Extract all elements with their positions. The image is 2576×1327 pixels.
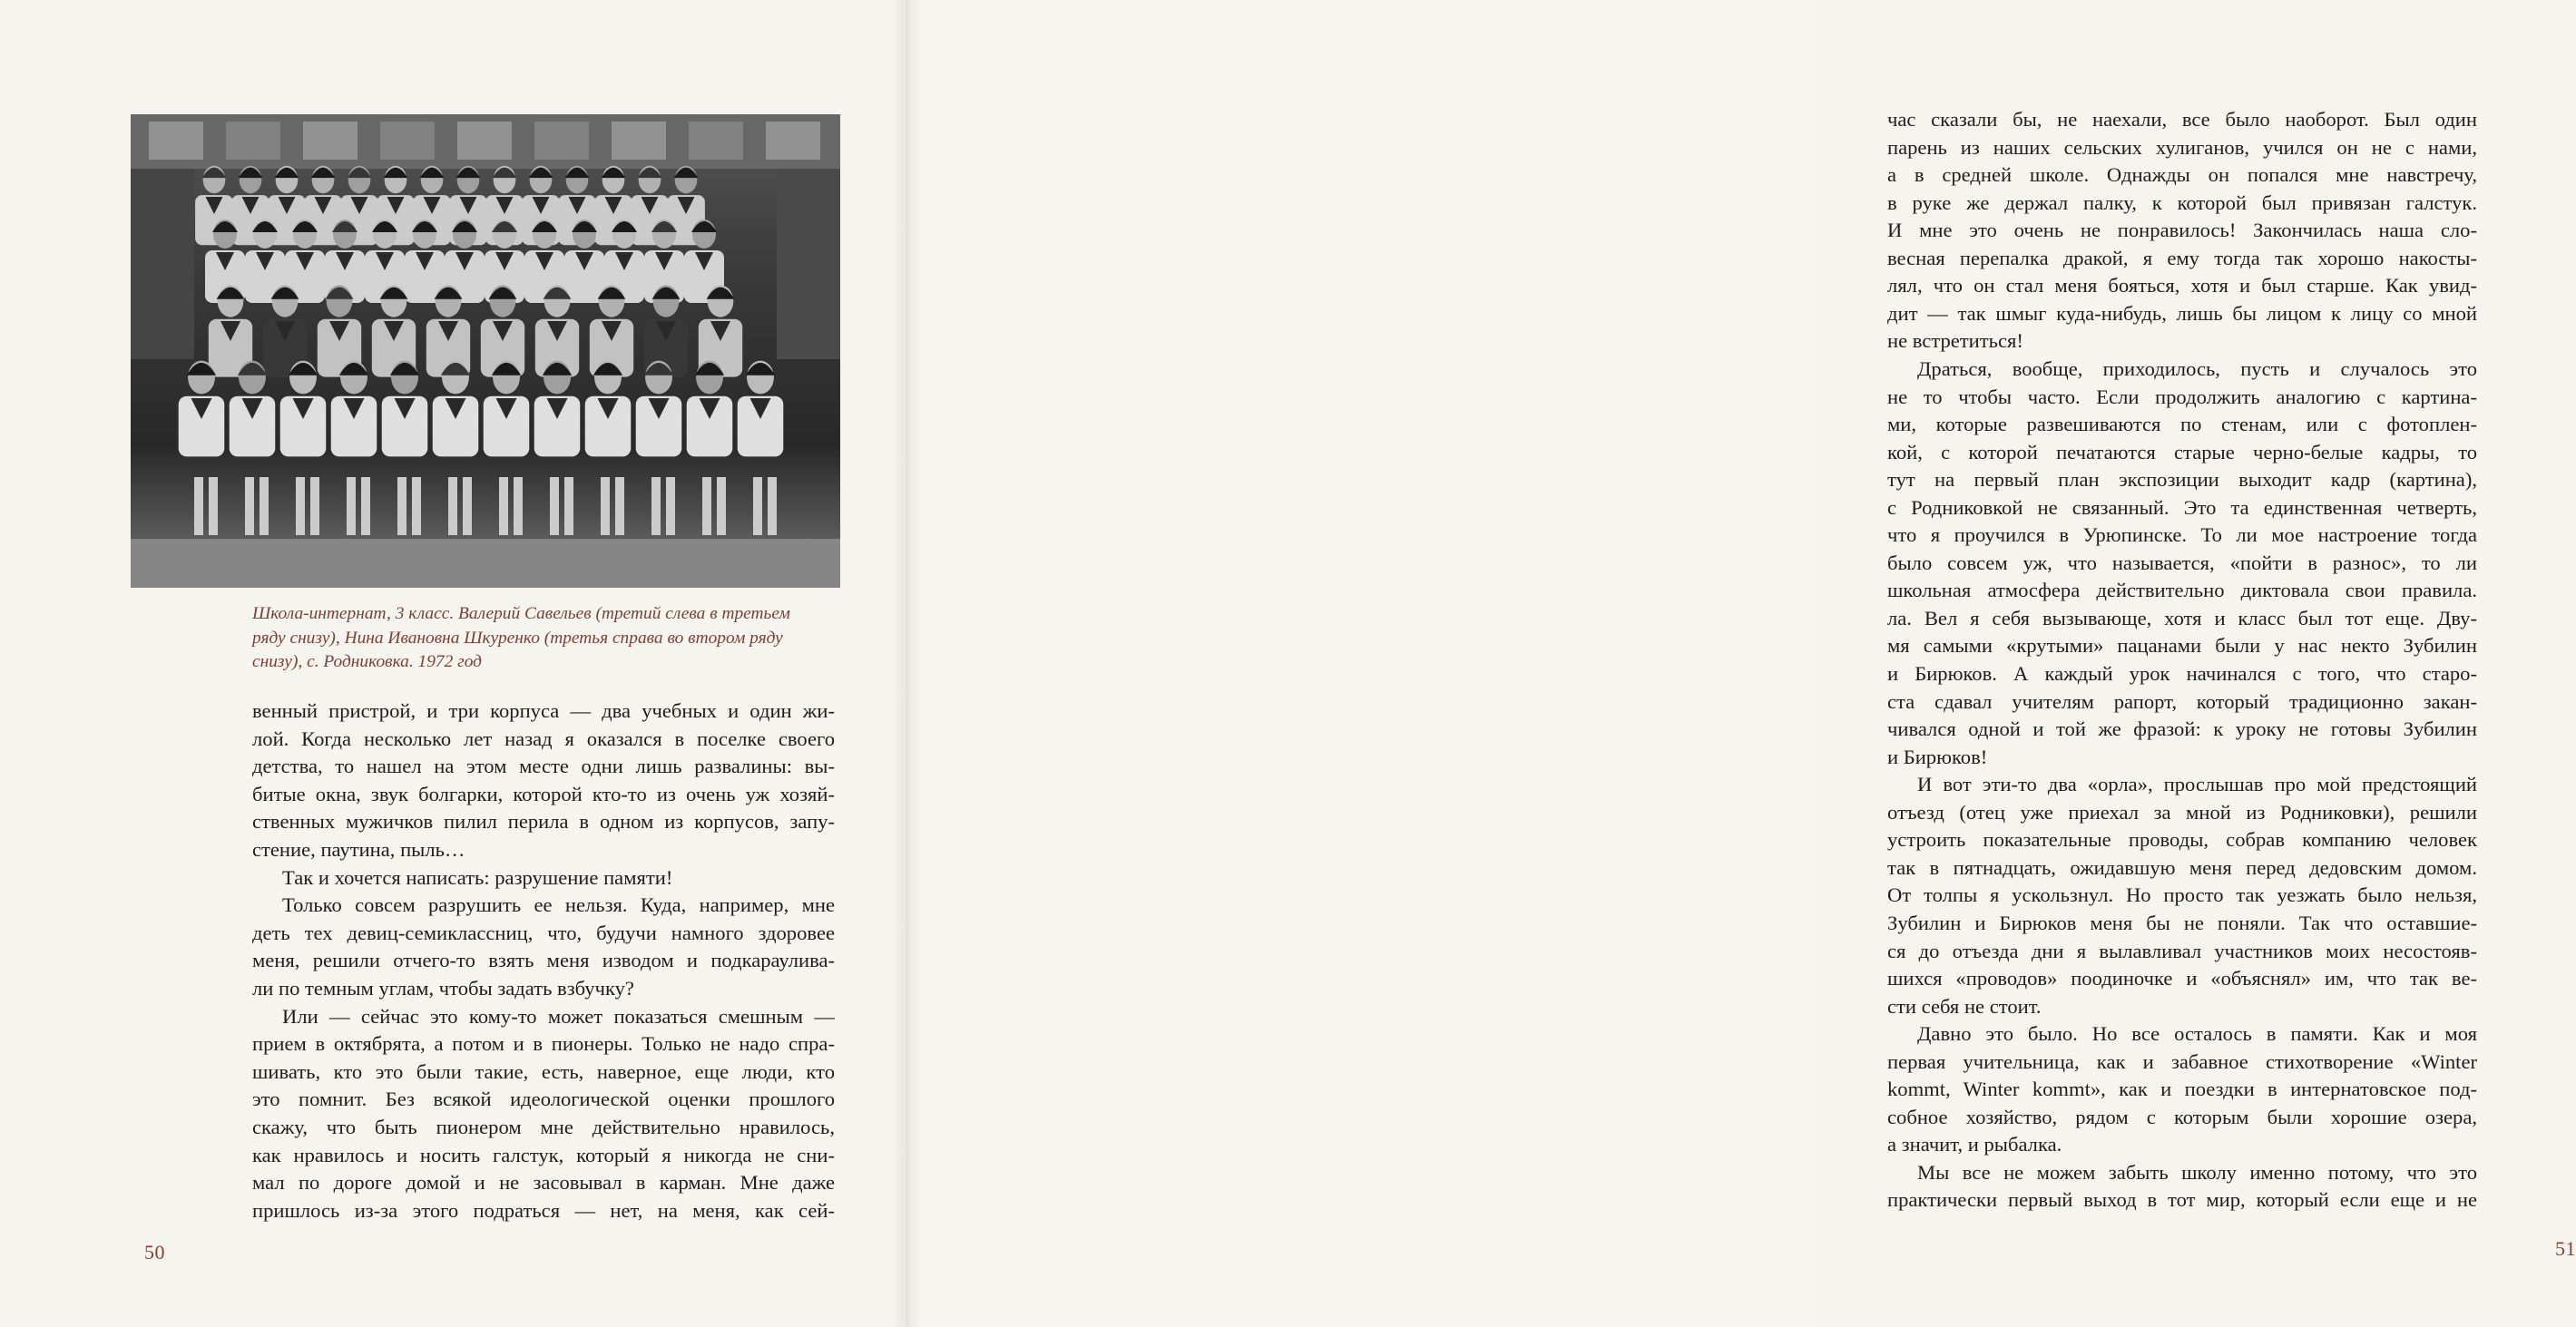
text-line: лял, что он стал меня бояться, хотя и был старше. Как увид- [1887, 274, 2477, 298]
caption-line: Школа-интернат, 3 класс. Валерий Савельев (третий слева в третьем [252, 604, 790, 623]
text-line: пришлось из-за этого подраться — нет, на меня, как сей- [252, 1198, 835, 1222]
text-line: Драться, вообще, приходилось, пусть и случалось это [1917, 356, 2477, 380]
text-line: не встретиться! [1887, 329, 2023, 353]
text-line: ла. Вел я себя вызывающе, хотя и класс был тот еще. Дву- [1887, 606, 2477, 629]
grain-overlay [131, 114, 840, 588]
text-line: что я проучился в Урюпинске. То ли мое настроение тогда [1887, 523, 2477, 547]
text-line: как нравилось и носить галстук, который я никогда не сни- [252, 1143, 835, 1166]
text-line: школьная атмосфера действительно диктовала свои правила. [1887, 579, 2477, 602]
text-line: ми, которые развешиваются по стенам, или с фотоплен- [1887, 413, 2477, 436]
text-line: меня, решили отчего-то взять меня изводом и подкараулива- [252, 949, 835, 972]
book-gutter [893, 0, 922, 1327]
text-line: стение, паутина, пыль… [252, 838, 465, 861]
text-line: с Родниковкой не связанный. Это та единственная четверть, [1887, 495, 2477, 519]
text-line: И мне это очень не понравилось! Закончилась наша сло- [1887, 219, 2477, 242]
text-line: скажу, что быть пионером мне действительно нравилось, [252, 1116, 835, 1138]
text-line: битые окна, звук болгарки, которой кто-то из очень уж хозяй- [252, 782, 835, 805]
text-line: дит — так шмыг куда-нибудь, лишь бы лицом к лицу со мной [1887, 301, 2477, 325]
text-line: Давно это было. Но все осталось в памяти. Как и моя [1917, 1022, 2477, 1046]
text-line: детства, то нашел на этом месте одни лишь развалины: вы- [252, 755, 835, 778]
text-line: было совсем уж, что называется, «пойти в разнос», то ли [1887, 551, 2477, 574]
text-line: и Бирюков! [1887, 745, 1988, 768]
text-line: не то чтобы часто. Если продолжить аналогию с картина- [1887, 385, 2477, 408]
text-line: И вот эти-то два «орла», прослышав про мой предстоящий [1917, 773, 2477, 796]
text-line: Мы все не можем забыть школу именно потому, что это [1917, 1160, 2477, 1184]
text-line: собное хозяйство, рядом с которым были хорошие озера, [1887, 1105, 2477, 1128]
text-line: ста сдавал учителям рапорт, который традиционно закан- [1887, 689, 2477, 713]
text-line: деть тех девиц-семиклассниц, что, будучи намного здоровее [252, 921, 835, 944]
text-line: ственных мужичков пилил перила в одном из корпусов, запу- [252, 810, 835, 834]
text-line: От толпы я ускользнул. Но просто так уезжать было нельзя, [1887, 883, 2477, 907]
photo-caption [252, 602, 835, 675]
text-line: в руке же держал палку, к которой был привязан галстук. [1887, 190, 2477, 214]
text-line: а значит, и рыбалка. [1887, 1133, 2062, 1156]
text-line: так в пятнадцать, ожидавшую меня перед дедовским домом. [1887, 855, 2477, 879]
text-line: Так и хочется написать: разрушение памяти! [282, 865, 673, 889]
text-line: ли по темным углам, чтобы задать взбучку? [252, 977, 634, 1000]
text-line: kommt, Winter kommt», как и поездки в интернатовское под- [1887, 1078, 2477, 1101]
text-line: мя самыми «крутыми» пацанами были у нас некто Зубилин [1887, 634, 2477, 658]
left-page [0, 0, 907, 1327]
photo-illustration [131, 114, 840, 588]
caption-line: ряду снизу), Нина Ивановна Шкуренко (третья справа во втором ряду [252, 628, 783, 648]
right-page [907, 0, 2576, 1327]
text-line: кой, с которой печатаются старые черно-белые кадры, то [1887, 440, 2477, 463]
page-number-right: 51 [2555, 1237, 2576, 1260]
text-line: парень из наших сельских хулиганов, учился он не с нами, [1887, 135, 2477, 159]
text-line: первая учительница, как и забавное стихотворение «Winter [1887, 1049, 2477, 1073]
text-line: это помнит. Без всякой идеологической оценки прошлого [252, 1088, 835, 1111]
class-group-photo [131, 114, 840, 588]
text-line: практически первый выход в тот мир, который если еще и не [1887, 1188, 2477, 1212]
text-line: отъезд (отец уже приехал за мной из Родниковки), решили [1887, 800, 2477, 824]
text-line: час сказали бы, не наехали, все было наоборот. Был один [1887, 108, 2477, 131]
text-line: а в средней школе. Однажды он попался мне навстречу, [1887, 163, 2477, 187]
text-line: ся до отъезда дни я вылавливал участников моих несостояв- [1887, 939, 2477, 962]
text-line: Зубилин и Бирюков меня бы не поняли. Так что оставшие- [1887, 911, 2477, 934]
text-line: венный пристрой, и три корпуса — два учебных и один жи- [252, 699, 835, 722]
caption-line: снизу), с. Родниковка. 1972 год [252, 652, 482, 671]
text-line: устроить показательные проводы, собрав компанию человек [1887, 828, 2477, 852]
text-line: мал по дороге домой и не засовывал в карман. Мне даже [252, 1171, 835, 1195]
text-line: шихся «проводов» поодиночке и «объяснял» им, что так ве- [1887, 967, 2477, 990]
text-line: весная перепалка дракой, я ему тогда так хорошо накосты- [1887, 246, 2477, 269]
page-number-left: 50 [144, 1241, 165, 1264]
text-line: чивался одной и той же фразой: к уроку не готовы Зубилин [1887, 717, 2477, 741]
text-line: прием в октябрята, а потом и в пионеры. Только не надо спра- [252, 1032, 835, 1056]
text-line: и Бирюков. А каждый урок начинался с того, что старо- [1887, 662, 2477, 685]
text-line: Или — сейчас это кому-то может показаться смешным — [282, 1004, 835, 1028]
text-line: Только совсем разрушить ее нельзя. Куда, например, мне [282, 893, 835, 917]
text-line: тут на первый план экспозиции выходит кадр (картина), [1887, 468, 2477, 492]
text-line: лой. Когда несколько лет назад я оказался в поселке своего [252, 727, 835, 750]
text-line: шивать, кто это были такие, есть, наверное, еще люди, кто [252, 1059, 835, 1083]
text-line: сти себя не стоит. [1887, 994, 2042, 1018]
